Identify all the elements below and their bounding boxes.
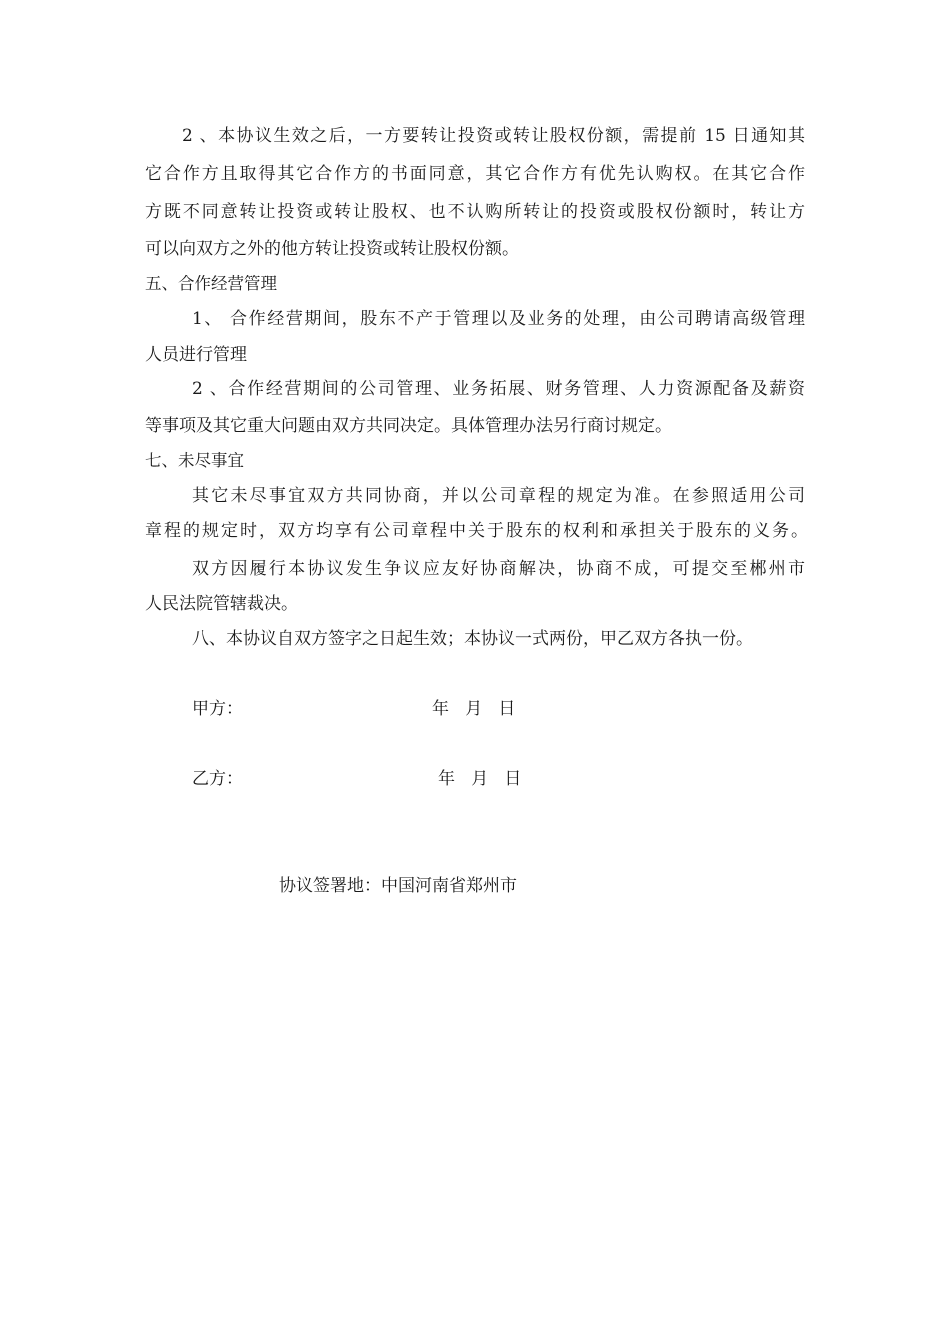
party-b-label: 乙方： bbox=[192, 769, 243, 789]
party-a-label: 甲方： bbox=[192, 699, 243, 719]
paragraph-line: 2 、合作经营期间的公司管理、业务拓展、财务管理、人力资源配备及薪资 bbox=[192, 379, 805, 399]
paragraph-line: 它合作方且取得其它合作方的书面同意，其它合作方有优先认购权。在其它合作 bbox=[145, 164, 805, 184]
paragraph-line: 方既不同意转让投资或转让股权、也不认购所转让的投资或股权份额时，转让方 bbox=[145, 202, 805, 222]
paragraph-line: 八、本协议自双方签字之日起生效；本协议一式两份，甲乙双方各执一份。 bbox=[192, 629, 753, 649]
section-heading: 七、未尽事宜 bbox=[145, 451, 244, 470]
paragraph-line: 人员进行管理 bbox=[145, 345, 247, 365]
paragraph-line: 等事项及其它重大问题由双方共同决定。具体管理办法另行商讨规定。 bbox=[145, 416, 672, 436]
paragraph-line: 其它未尽事宜双方共同协商，并以公司章程的规定为准。在参照适用公司 bbox=[192, 486, 805, 506]
paragraph-line: 2 、本协议生效之后，一方要转让投资或转让股权份额，需提前 15 日通知其 bbox=[182, 126, 805, 146]
section-heading: 五、合作经营管理 bbox=[145, 274, 277, 293]
paragraph-line: 1、 合作经营期间，股东不产于管理以及业务的处理，由公司聘请高级管理 bbox=[192, 309, 805, 329]
paragraph-line: 章程的规定时，双方均享有公司章程中关于股东的权利和承担关于股东的义务。 bbox=[145, 521, 808, 541]
paragraph-line: 可以向双方之外的他方转让投资或转让股权份额。 bbox=[145, 239, 519, 259]
party-a-date: 年 月 日 bbox=[432, 699, 516, 719]
party-b-date: 年 月 日 bbox=[438, 769, 522, 789]
signing-place: 协议签署地：中国河南省郑州市 bbox=[279, 876, 517, 896]
paragraph-line: 人民法院管辖裁决。 bbox=[145, 594, 298, 614]
paragraph-line: 双方因履行本协议发生争议应友好协商解决，协商不成，可提交至郴州市 bbox=[192, 559, 805, 579]
